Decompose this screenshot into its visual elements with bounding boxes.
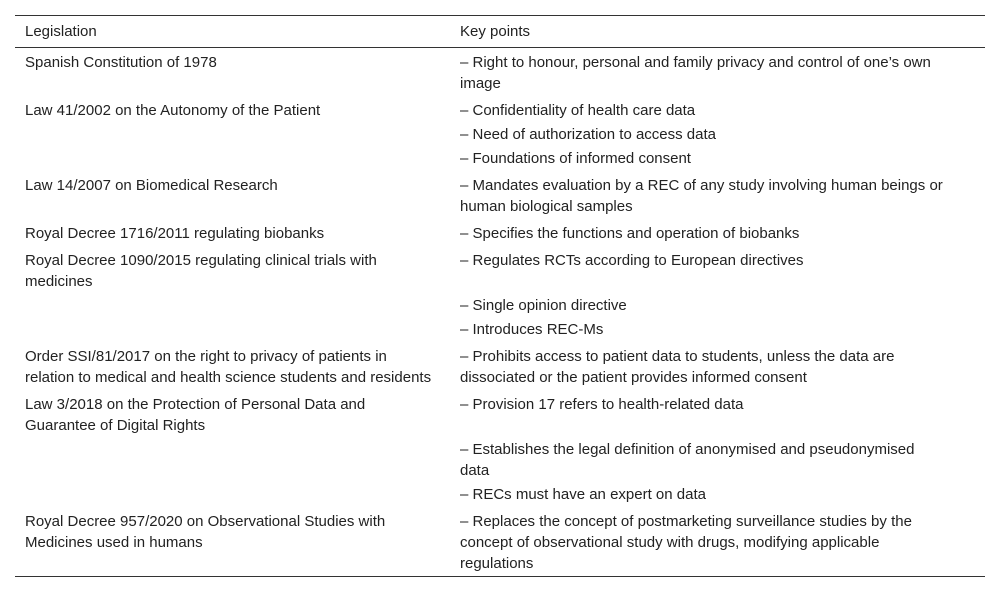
table-row: [15, 294, 985, 318]
key-point-cell: – Single opinion directive: [460, 297, 627, 314]
key-point-cell: – Establishes the legal definition of anonymised and pseudonymised data: [460, 441, 915, 479]
key-point-cell: – Specifies the functions and operation of biobanks: [460, 225, 800, 242]
table-row: [15, 483, 985, 507]
legislation-cell: [15, 318, 450, 342]
key-point-cell: – Confidentiality of health care data: [460, 102, 696, 119]
key-point-cell: – Foundations of informed consent: [460, 150, 691, 167]
table-row: [15, 390, 985, 438]
table-row: [15, 318, 985, 342]
table-row: [15, 123, 985, 147]
header-legislation: Legislation: [25, 23, 97, 40]
key-point-cell: – Regulates RCTs according to European directives: [460, 252, 804, 269]
table-row: [15, 507, 985, 577]
legislation-cell: [15, 483, 450, 507]
key-point-cell: – Right to honour, personal and family privacy and control of one’s own image: [460, 54, 931, 92]
legislation-cell: Royal Decree 957/2020 on Observational Studies with Medicines used in humans: [25, 513, 386, 551]
legislation-cell: [15, 438, 450, 483]
table-row: [15, 438, 985, 483]
legislation-cell: [15, 123, 450, 147]
legislation-table: [15, 15, 985, 577]
legislation-cell: Law 14/2007 on Biomedical Research: [25, 177, 278, 194]
key-point-cell: – Introduces REC-Ms: [460, 321, 604, 338]
table-row: [15, 96, 985, 123]
table-row: [15, 147, 985, 171]
key-point-cell: – Replaces the concept of postmarketing surveillance studies by the concept of observational study with drugs, modifying applicable regulations: [460, 513, 912, 572]
table-row: [15, 171, 985, 219]
table-header-row: [15, 16, 985, 48]
key-point-cell: – Need of authorization to access data: [460, 126, 716, 143]
key-point-cell: – Mandates evaluation by a REC of any study involving human beings or human biological samples: [460, 177, 943, 215]
table-row: [15, 48, 985, 97]
legislation-cell: Law 3/2018 on the Protection of Personal Data and Guarantee of Digital Rights: [25, 396, 366, 434]
legislation-cell: [15, 147, 450, 171]
legislation-cell: Royal Decree 1716/2011 regulating biobanks: [25, 225, 325, 242]
legislation-cell: Law 41/2002 on the Autonomy of the Patient: [25, 102, 321, 119]
table-row: [15, 246, 985, 294]
table-row: [15, 342, 985, 390]
legislation-cell: [15, 294, 450, 318]
key-point-cell: – Provision 17 refers to health-related data: [460, 396, 744, 413]
key-point-cell: – Prohibits access to patient data to students, unless the data are dissociated or the patient provides informed consent: [460, 348, 895, 386]
table-row: [15, 219, 985, 246]
legislation-cell: Royal Decree 1090/2015 regulating clinical trials with medicines: [25, 252, 377, 290]
table-body: [15, 48, 985, 577]
header-key-points: Key points: [460, 23, 531, 40]
key-point-cell: – RECs must have an expert on data: [460, 486, 706, 503]
legislation-cell: Spanish Constitution of 1978: [25, 54, 217, 71]
legislation-cell: Order SSI/81/2017 on the right to privacy of patients in relation to medical and health science students and residents: [25, 348, 432, 386]
